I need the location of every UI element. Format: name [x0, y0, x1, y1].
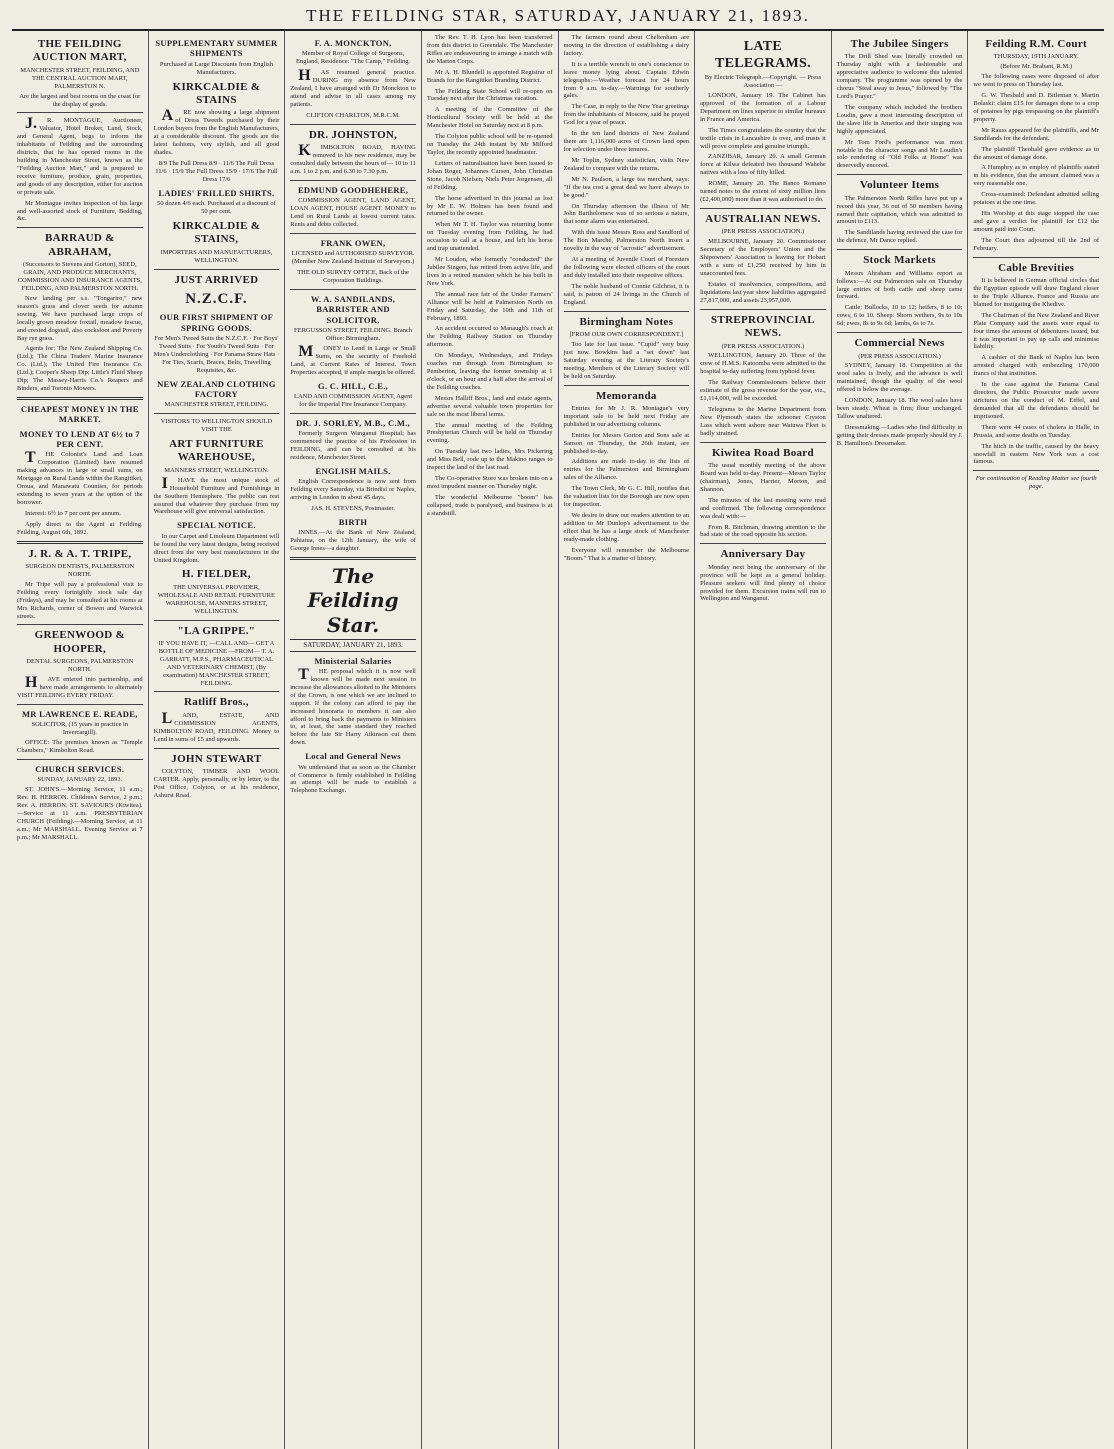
fielder-subheading: THE UNIVERSAL PROVIDER, WHOLESALE AND RETAIL FURNITURE WAREHOUSE, MANNERS STREET, WELLINGTON. — [157, 583, 275, 615]
divider — [17, 227, 143, 228]
divider — [17, 397, 143, 400]
mails-signature: JAS. H. STEVENS, Postmaster. — [311, 504, 395, 512]
continuation-note: For continuation of Reading Matter see fourth page. — [975, 475, 1097, 491]
mails-heading: ENGLISH MAILS. — [315, 465, 391, 476]
news-item: It is a terrible wrench to one's conscience to leave money lying about. Captain Edwin telegraphs:—Weather forecast for 24 hours from 9 a.m. to-day.—Warnings for southerly gales. — [563, 60, 690, 100]
church-text: ST. JOHN'S.—Morning Service, 11 a.m.; Rev. H. HERRON. Children's Service, 2 p.m.; Rev. A. HERRON. ST. SAVIOUR'S (Kiwitea).—Service at 11 a.m. PRESBYTERIAN CHURCH (Feilding).—Morning Service, at 11 a.m.; Mr MARSHALL. Evening Service at 7 p.m.; Mr MARSHALL. — [17, 786, 143, 841]
reade-text: OFFICE: The premises known as "Temple Chambers," Kimbolton Road. — [17, 739, 143, 755]
news-item: The farmers round about Cheltenham are moving in the direction of establishing a dairy factory. — [563, 34, 690, 57]
provincial-news-item: The Railway Commissioners believe their estimate of the gross revenue for the year, viz., £1,114,000, will be exceeded. — [700, 379, 826, 403]
divider — [700, 208, 826, 209]
kiwitea-heading: Kiwitea Road Board — [711, 446, 814, 459]
provincial-news-heading: STREPROVINCIAL NEWS. — [711, 313, 815, 340]
commercial-news-subheading: (PER PRESS ASSOCIATION.) — [858, 352, 941, 360]
news-item: When Mr T. H. Taylor was returning home on Tuesday evening from Feilding, he had occasion to call at a house, and left his horse and trap unattended. — [426, 221, 553, 253]
fielder-heading: H. FIELDER, — [181, 568, 251, 581]
visitors-text: VISITORS TO WELLINGTON SHOULD VISIT THE — [160, 418, 273, 434]
factory-name: NEW ZEALAND CLOTHING FACTORY — [157, 378, 276, 399]
divider — [154, 269, 280, 270]
hill-heading: G. C. HILL, C.E., — [318, 380, 389, 391]
jubilee-item: The Drill Shed was literally crowded on Thursday night with a fashionable and appreciative audience to welcome this talented company. The programme was opened by the chorus "Steal away to Jesus," followed by "The Lord's Prayer." — [836, 53, 963, 101]
court-date: THURSDAY, 19TH JANUARY. — [993, 53, 1079, 61]
commercial-item: LONDON, January 18. The wool sales have been steady. Wheat is firm; flour unchanged. Tallow unaltered. — [836, 397, 963, 420]
divider — [154, 620, 280, 621]
shipments-heading: SUPPLEMENTARY SUMMER SHIPMENTS — [155, 38, 278, 59]
telegram-item: ZANZIBAR, January 20. A small German force at Kilwa defeated two thousand Wahehe natives with a loss of fifty killed. — [700, 153, 826, 177]
factory-text: For Men's Tweed Suits the N.Z.C.F. · For Boys' Tweed Suits · For Youth's Tweed Suits · For Men's Underclothing · For Panama Straw Hats · For Ties, Scarfs, Braces, Belts, Travelling Requisites, &c. — [153, 334, 280, 374]
cable-item: It is believed in German official circles that the Egyptian episode will draw England closer to the Triple Alliance. France and Russia are blamed for instigating the Khedive. — [973, 277, 1099, 308]
divider — [564, 311, 690, 312]
stewart-text: COLYTON, TIMBER AND WOOL CARTER. Apply, personally, or by letter, to the Post Office, Colyton, or at his residence, Ashurst Road. — [153, 767, 280, 799]
divider — [973, 470, 1099, 471]
auction-mart-text: Are the largest and best rooms on the coast for the display of goods. — [19, 92, 141, 108]
stock-markets-heading: Stock Markets — [863, 254, 936, 267]
ratliff-text: LAND, ESTATE, AND COMMISSION AGENTS, KIMBOLTON ROAD, FEILDING. Money to Lend in sums of £5 and upwards. — [153, 709, 280, 743]
frank-owen-text: LICENSED and AUTHORISED SURVEYOR. (Member New Zealand Institute of Surveyors.) — [291, 250, 415, 266]
goodhew-heading: EDMUND GOODHEHERE, — [297, 184, 409, 195]
news-item: The noble husband of Connie Gilchrist, it is said, is patron of 24 livings in the Church of England. — [563, 282, 690, 306]
money-rate: Interest: 6½ to 7 per cent per annum. — [25, 509, 121, 517]
art-furniture-heading: ART FURNITURE WAREHOUSE, — [169, 438, 264, 464]
cable-item: The Chairman of the New Zealand and River Plate Company said the assets were equal to four times the amount of debentures issued, but it was important to pay up calls and minimise liability. — [973, 311, 1099, 351]
commercial-item: SYDNEY, January 18. Competition at the wool sales is lively, and the advance is well maintained, though the quality of the wool offered is below the average. — [836, 362, 963, 394]
divider — [17, 704, 143, 705]
court-item: The plaintiff Theobald gave evidence as to the amount of damage done. — [973, 145, 1099, 161]
kiwitea-item: From R. Bitchman, drawing attention to the bad state of the road opposite his section. — [700, 523, 826, 539]
divider — [154, 413, 280, 414]
court-item: His Worship at this stage stopped the case and gave a verdict for plaintiff for £12 the amount paid into Court. — [973, 210, 1099, 233]
kiwitea-item: The minutes of the last meeting were read and confirmed. The following correspondence was dealt with:— — [700, 496, 826, 520]
auction-mart-subheading: MANCHESTER STREET, FEILDING, AND THE CENTRAL AUCTION MART, PALMERSTON N. — [20, 66, 140, 90]
court-item: Mr Rauss appeared for the plaintiffs, and Mr Sandilands for the defendant. — [973, 126, 1099, 142]
church-heading: CHURCH SERVICES. — [35, 763, 125, 774]
provincial-news-item: WELLINGTON, January 20. Three of the crew of H.M.S. Katoomba were admitted to the hospital to-day suffering from typhoid fever. — [700, 352, 826, 376]
late-telegrams-heading: LATE TELEGRAMS. — [714, 39, 811, 72]
divider — [154, 691, 280, 692]
news-item: The annual race fair of the Under Farmers' Alliance will be held at Palmerston North on Friday and Saturday, the 10th and 11th of February, 1893. — [426, 290, 553, 322]
court-item: A Humphry as to employ of plaintiffs stated in his evidence, that the amount claimed was a very reasonable one. — [973, 164, 1099, 188]
columns — [12, 31, 1104, 1449]
ratliff-heading: Ratliff Bros., — [184, 696, 249, 709]
australian-news-heading: AUSTRALIAN NEWS. — [705, 212, 821, 225]
divider — [290, 557, 416, 560]
divider — [290, 233, 416, 234]
volunteer-heading: Volunteer Items — [859, 179, 940, 192]
jubilee-item: Mr Tom Ford's performance was most notable in the character songs and Mr Loudin's solo rendering of "Old Folks at Home" was deservedly encored. — [836, 138, 963, 170]
news-item: Mr A. H. Blundell is appointed Registrar of Brands for the Rangitikei Branding District. — [426, 68, 553, 84]
birmingham-notes-text: Too late for last issue. "Cupid" very busy just now. Bowkins had a "set down" last Saturday evening at the Literary Society's meeting. Members of the Literary Society will be held on Saturday. — [563, 340, 690, 380]
news-item: A meeting of the Committee of the Horticultural Society will be held at the Manchester Hotel on Saturday next at 8 p.m. — [426, 106, 553, 130]
divider — [837, 174, 963, 175]
just-arrived-heading: JUST ARRIVED — [174, 273, 259, 286]
shipments-subheading: Purchased at Large Discounts from English Manufacturers. — [159, 60, 273, 76]
divider — [973, 257, 1099, 258]
birmingham-notes-subheading: [FROM OUR OWN CORRESPONDENT.] — [569, 330, 684, 338]
greenwood-heading: GREENWOOD & HOOPER, — [34, 629, 125, 655]
memoranda-item: The Town Clerk, Mr G. C. Hill, notifies that the valuation lists for the Borough are now open for inspection. — [563, 485, 690, 509]
column-4 — [422, 31, 559, 1449]
tripe-text: Mr Tripe will pay a professional visit to Feilding every fortnightly stock sale day (Fridays), and may be consulted at his rooms at Mrs Richards, corner of Bowen and Warwick streets. — [17, 580, 143, 620]
column-3 — [285, 31, 422, 1449]
local-news-text: We understand that as soon as the Chamber of Commerce is firmly established in Feilding an attempt will be made to establish a Telephone Exchange. — [290, 763, 416, 795]
divider — [17, 624, 143, 625]
provincial-news-item: Telegrams to the Marine Department from New Plymouth states the schooner Cryston Lass which went ashore near Waiuwa Fleet is badly strained. — [700, 405, 826, 437]
divider — [837, 332, 963, 333]
divider — [700, 543, 826, 544]
sorley-heading: DR. J. SORLEY, M.B., C.M., — [296, 417, 411, 428]
greenwood-text: HAVE entered into partnership, and have made arrangements to alternately VISIT FEILDING EVERY FRIDAY. — [17, 674, 143, 699]
news-item: Messrs Halliff Bros., land and estate agents, advertise several valuable town properties for sale on the most liberal terms. — [426, 394, 553, 418]
reade-subheading: SOLICITOR, (15 years in practice in Invercargill). — [31, 721, 129, 737]
court-item: Cross-examined: Defendant admitted selling potatoes at the one time. — [973, 191, 1099, 207]
divider — [290, 413, 416, 414]
star-date: SATURDAY, JANUARY 21, 1893. — [290, 639, 416, 652]
column-5 — [559, 31, 696, 1449]
cable-item: A cashier of the Bank of Naples has been arrested charged with embezzling 170,000 francs of that institution. — [973, 354, 1099, 378]
column-8 — [968, 31, 1104, 1449]
anniversary-text: Monday next being the anniversary of the province will be kept as a general holiday. Pleasure seekers will find plenty of choice provided for them. Excursion trains will run to Wellington and Wanganui. — [700, 563, 826, 603]
divider — [564, 385, 690, 386]
column-7 — [832, 31, 969, 1449]
anniversary-heading: Anniversary Day — [720, 548, 806, 561]
stewart-heading: JOHN STEWART — [171, 752, 262, 765]
masthead-title: THE FEILDING STAR, SATURDAY, JANUARY 21, 1893. — [306, 6, 810, 25]
birth-text: INNES.—At the Bank of New Zealand, Pahiatua, on the 12th January, the wife of George Innes—a daughter. — [290, 529, 416, 553]
monckton-heading: F. A. MONCKTON, — [314, 38, 392, 48]
telegram-item: ROME, January 20. The Banco Romano turned notes to the extent of sixty million lires (£2,400,000) more than it was authorised to do. — [700, 180, 826, 204]
kiwitea-item: The usual monthly meeting of the above Board was held to-day. Present—Messrs Taylor (chairman), Jones, Harrier, Morton, and Shannon. — [700, 462, 826, 493]
barraud-subheading: (Successors to Stevens and Gorton), SEED, GRAIN, AND PRODUCE MERCHANTS, COMMISSION AND INSURANCE AGENTS, FEILDING, AND PALMERSTON NORTH. — [17, 261, 142, 292]
monckton-text: Member of Royal College of Surgeons, England, Residence: "The Camp," Feilding. — [295, 50, 411, 66]
tripe-subheading: SURGEON DENTISTS, PALMERSTON NORTH. — [25, 563, 135, 578]
divider — [290, 289, 416, 290]
memoranda-item: Additions are made to-day to the lists of entries for the Palmerston and Birmingham sales of the Alliance. — [563, 458, 690, 482]
news-item: At a meeting of Juvenile Court of Foresters the following were elected officers of the court and duly installed into their respective offices. — [563, 256, 690, 279]
local-news-heading: Local and General News — [305, 751, 401, 762]
news-item: Mr Loudon, who formerly "conducted" the Jubilee Singers, has retired from active life, and lives in a retired mansion which he has built in New York. — [426, 256, 553, 287]
stock-item: Cattle: Bullocks, 10 to 12; heifers, 8 to 10; cows, 6 to 10. Sheep: Shorn wethers, 9s to 10s 6d; ewes, 8s to 9s 6d; lambs, 6s to 7s. — [836, 304, 963, 328]
court-heading: Feilding R.M. Court — [985, 38, 1087, 50]
court-item: G. W. Thesbald and D. Bitleman v. Martin Bolaski: claim £15 for damages done to a crop of potatoes by pigs trespassing on the plaintiff's property. — [973, 92, 1099, 123]
news-item: The annual meeting of the Feilding Presbyterian Church will be held on Thursday evening. — [426, 421, 553, 445]
jubilee-heading: The Jubilee Singers — [850, 38, 949, 50]
money-apply: Apply direct to the Agent at Feilding. Feilding, August 6th, 1892. — [17, 520, 143, 536]
column-2 — [149, 31, 286, 1449]
news-item: On Mondays, Wednesdays, and Fridays coaches run through from Birmingham to Pemberton, leaving the former township at 1 o'clock, or an hour and a half after the arrival of the Feilding coaches. — [426, 352, 553, 391]
volunteer-item: The Sandilands having reviewed the case for the defence, Mr Dance replied. — [836, 229, 963, 245]
reade-heading: MR LAWRENCE E. READE, — [21, 708, 138, 719]
volunteer-item: The Palmerston North Rifles have put up a record this year, 36 out of 50 members having earned their capitation, which was admitted to amount to £113. — [836, 194, 963, 226]
divider — [290, 124, 416, 125]
commercial-item: Dressmaking.—Ladies who find difficulty in getting their dresses made properly should try J. B. Hamilton's Dressmaker. — [836, 423, 963, 447]
dress-prices: 8/9 The Full Dress 8/9 · 11/6 The Full Dress 11/6 · 15/9 The Full Dress 15/9 · 17/6 The Full Dress 17/6 — [155, 159, 278, 183]
special-notice-text: In our Carpet and Linoleum Department will be found the very latest designs, being received direct from the very best manufacturers in the United Kingdom. — [153, 532, 280, 564]
montague-advert-2: Mr Montague invites inspection of his large and well-assorted stock of Furniture, Bedding, &c. — [17, 199, 143, 223]
special-notice-heading: SPECIAL NOTICE. — [177, 520, 256, 531]
memoranda-heading: Memoranda — [595, 389, 657, 402]
stock-item: Messrs Abraham and Williams report as follows:—At our Palmerston sale on Thursday large entries of both cattle and sheep came forward. — [836, 269, 963, 301]
news-item: On Tuesday last two ladies, Mrs Pickering and Miss Bell, rode up to the Makino ranges to inspect the land of the last road. — [426, 448, 553, 472]
divider — [17, 541, 143, 544]
memoranda-item: We desire to draw our readers attention to an addition to Mr Dunlop's advertisement to the effect that he has a large stock of Manchester ready-made clothing. — [563, 511, 690, 543]
manchester-street: MANCHESTER STREET, FEILDING. — [164, 401, 269, 409]
divider — [700, 442, 826, 443]
sandilands-heading: W. A. SANDILANDS, BARRISTER AND SOLICITOR, — [310, 293, 396, 325]
hill-text: LAND AND COMMISSION AGENT, Agent for the Imperial Fire Insurance Company. — [293, 392, 413, 408]
money-to-lend-heading: MONEY TO LEND AT 6½ to 7 PER CENT. — [19, 428, 140, 450]
kirkcaldie-2-subheading: IMPORTERS AND MANUFACTURERS, WELLINGTON. — [160, 248, 273, 264]
news-item: The Rev. T. H. Lyon has been transferred from this district to Greendale. The Manchester Rifles are endeavouring to arrange a match with the Marton Corps. — [426, 34, 553, 65]
johnston-text: KIMBOLTON ROAD, HAVING removed to his new residence, may be consulted daily between the hours of— 10 to 11 a.m. 1 to 2 p.m. and 6.30 to 7.30 p.m. — [290, 142, 416, 175]
agents-text: Agents for: The New Zealand Shipping Co. (Ltd.); The China Traders' Marine Insurance Co. (Ltd.); The United Fire Insurance Co. (Ltd.); Cooper's Sheep Dip; Little's Fluid Sheep Dip; The Massey-Harris Co.'s Reapers and Binders, and Toronto Mowers. — [17, 345, 143, 393]
court-subheading: (Before Mr. Brabant, R.M.) — [1000, 63, 1073, 71]
late-telegrams-subheading: By Electric Telegraph.—Copyright. — Press Association — — [704, 74, 822, 90]
art-furniture-subheading: MANNERS STREET, WELLINGTON. — [164, 466, 269, 474]
jubilee-item: The company which included the brothers Loudin, gave a most interesting description of the slave life in America and their singing was highly appreciated. — [836, 103, 963, 135]
church-subheading: SUNDAY, JANUARY 22, 1893. — [37, 776, 123, 784]
news-item: The wonderful Melbourne "boom" has collapsed, trade is paralysed, and business is at a standstill. — [426, 493, 553, 517]
australian-news-subheading: (PER PRESS ASSOCIATION.) — [721, 228, 805, 236]
news-item: With this issue Messrs Ross and Sandford of The Bon Marché, Palmerston North insert a novelty in the way of "acrostic" advertisement. — [563, 229, 690, 253]
barraud-heading: BARRAUD & ABRAHAM, — [45, 232, 115, 258]
la-grippe-heading: "LA GRIPPE." — [177, 624, 256, 637]
sandilands-subheading: FERGUSSON STREET, FEILDING. Branch Office: Birmingham. — [293, 327, 413, 342]
montague-advert: J.R. MONTAGUE, Auctioneer, Valuator, Hotel Broker, Land, Stock, and General Agent, begs to inform the inhabitants of Feilding and the surrounding districts, that he has opened rooms in the building in Manchester Street, known as the "Feilding Auction Mart," and is prepared to receive furniture, produce, grain, properties, and goods of any description, either for auction or private sale. — [17, 115, 143, 196]
salaries-text: THE proposal which it is now well known will be made next session to increase the allowances allotted to the Ministers of the Crown, is one which we are inclined to support. If the colony can afford to pay the increased honoraria to members it can also afford to bring back the payments to Ministers to, at least, the same standard they reached before the late Sir Harry Atkinson cut them down. — [290, 666, 416, 747]
money-text: THE Colonist's Land and Loan Corporation (Limited) have resumed making advances in large or small sums, on Mortgage on Rural Lands within the Rangitikei, Oroua, and Manawatu Counties, for periods extending to seven years at the option of the borrower. — [17, 449, 143, 506]
kirkcaldie-text: ARE now showing a large shipment of Dress Tweeds purchased by their London buyers from the English Manufacturers, at a considerable discount. The goods are the latest fashions, very stylish, and all good shades. — [153, 107, 280, 156]
star-title: The Feilding Star. — [307, 563, 399, 637]
divider — [17, 759, 143, 760]
provincial-news-subheading: (PER PRESS ASSOCIATION.) — [721, 342, 805, 350]
court-item: The Court then adjourned till the 2nd of February. — [973, 236, 1099, 252]
spring-goods-heading: OUR FIRST SHIPMENT OF SPRING GOODS. — [159, 312, 274, 333]
cable-item: The hitch in the traffic, caused by the heavy snowfall in eastern New York was a cost famous. — [973, 442, 1099, 466]
news-item: An accident occurred to Manaugh's coach at the Feilding Railway Station on Thursday afternoon. — [426, 325, 553, 349]
absence-text: HAS resumed general practice. DURING my absence from New Zealand, I have arranged with Dr Monckton to attend and advise in all cases among my patients. — [290, 67, 416, 108]
nzcf-banner: N.Z.C.F. — [185, 290, 248, 307]
salaries-heading: Ministerial Salaries — [314, 655, 392, 666]
greenwood-subheading: DENTAL SURGEONS, PALMERSTON NORTH. — [26, 658, 134, 674]
news-item: In the ten land districts of New Zealand there are 1,116,000 acres of Crown land open for selection under three tenures. — [563, 130, 690, 153]
frank-owen-heading: FRANK OWEN, — [320, 237, 386, 248]
masthead — [12, 4, 1104, 31]
kirkcaldie-2-heading: KIRKCALDIE & STAINS, — [172, 219, 261, 246]
australian-news-item: Estates of insolvencies, compositions, and liquidations last year show liabilities aggregated 27,817,000, and assets 23,957,000. — [700, 280, 826, 304]
art-furniture-text: IHAVE the most unique stock of Household Furniture and Furnishings in the Southern Hemisphere. The public can rest assured that whatever they purchase from my Warehouse will give universal satisfaction. — [153, 474, 280, 516]
memoranda-item: Everyone will remember the Melbourne "Boom." That is a matter of history. — [563, 546, 690, 562]
survey-office: THE OLD SURVEY OFFICE, Back of the Corporation Buildings. — [297, 269, 409, 284]
column-6 — [695, 31, 832, 1449]
sorley-text: Formerly Surgeon Wanganui Hospital; has commenced the practice of his Profession in FEILDING, and can be consulted at his residence, Manchester Street. — [290, 430, 416, 461]
shirts-heading: LADIES' FRILLED SHIRTS. — [158, 187, 275, 198]
charlton-signature: CLIFTON CHARLTON, M.R.C.M. — [306, 111, 400, 119]
money-lend-text: MONEY to Lend in Large or Small Sums, on the security of Freehold Land, at Current Rates of Interest. Town Properties accepted, if ample margin be offered. — [290, 342, 416, 376]
cable-item: There were 44 cases of cholera in Halle, in Prussia, and some deaths on Tuesday. — [973, 423, 1099, 439]
divider — [154, 748, 280, 749]
divider — [837, 249, 963, 250]
news-item: The Case, in reply to the New Year greetings from the inhabitants of Moscow, said he prayed God for a year of peace. — [563, 103, 690, 127]
johnston-heading: DR. JOHNSTON, — [308, 128, 398, 141]
column-1 — [12, 31, 149, 1449]
mails-text: English Correspondence is now sent from Feilding every Saturday, via Brindisi or Naples, arriving in London in about 45 days. — [290, 478, 416, 501]
news-item: Mr N. Paulson, a large tea merchant, says: "If the tea cost a great deal we have always to be good." — [563, 175, 690, 199]
commercial-news-heading: Commercial News — [854, 337, 945, 350]
memoranda-item: Entries for Mr J. R. Montague's very important sale to be held next Friday are published in our advertising columns. — [563, 404, 690, 428]
cable-item: In the case against the Panama Canal directors, the Public Prosecutor made severe strictures on the conduct of M. Eiffel, and demanded that all the defendants should be imprisoned. — [973, 381, 1099, 420]
divider — [290, 180, 416, 181]
telegram-item: LONDON, January 19. The Cabinet has approved of the formation of a Labour Department on lines superior to similar bureaux in France and America. — [700, 92, 826, 123]
divider — [17, 112, 143, 113]
news-item: The horse advertised in this journal as lost by Mr E. W. Holmes has been found and returned to the owner. — [426, 194, 553, 218]
news-item: Letters of naturalisation have been issued to Johan Roger, Johannes Carsen, John Christian Stone, Jacob Nielsen, Niels Peter Jorgensen, all of Feilding. — [426, 159, 553, 191]
news-item: The Feilding State School will re-open on Tuesday next after the Christmas vacation. — [426, 87, 553, 103]
kirkcaldie-heading: KIRKCALDIE & STAINS — [172, 80, 261, 106]
news-item: The Co-operative Store was broken into on a most impudent manner on Thursday night. — [426, 475, 553, 491]
australian-news-item: MELBOURNE, January 20. Commissioner Secretary of the Employers' Union and the Shipowners' Association is leaving for Hobart with a sum of £1,250 received by him in unaccounted fees. — [700, 238, 826, 277]
telegram-item: The Times congratulates the country that the textile crisis in Lancashire is over, and trusts it will prove complete and genuine triumph. — [700, 126, 826, 150]
divider — [700, 309, 826, 310]
cable-brevities-heading: Cable Brevities — [998, 261, 1075, 274]
birth-heading: BIRTH — [338, 516, 368, 527]
la-grippe-text: IF YOU HAVE IT, —CALL AND— GET A BOTTLE OF MEDICINE —FROM— T. A. GARRATT, M.P.S., PHARMACEUTICAL AND VETERINARY CHEMIST, (By examination) MANCHESTER STREET, FEILDING. — [158, 639, 275, 687]
news-item: On Thursday afternoon the illness of Mr John Bartholomew was of so serious a nature, that some alarm was entertained. — [563, 202, 690, 226]
goodhew-text: COMMISSION AGENT, LAND AGENT, LOAN AGENT, HOUSE AGENT. MONEY to Lend on Rural Lands at lowest current rates. Rents and debts collected. — [290, 197, 416, 228]
auction-mart-heading: THE FEILDING AUCTION MART, — [32, 38, 127, 64]
barraud-text: New landing per s.s. "Tongariro," new season's grass and clover seeds for autumn sowing. We have purchased large crops of locally grown meadow foxtail, meadow fescue, and crested dogstail, also cocksfoot and Poverty Bay rye grass. — [17, 294, 143, 342]
court-item: The following cases were disposed of after we went to press on Thursday last. — [973, 73, 1099, 89]
cheapest-money-heading: CHEAPEST MONEY IN THE MARKET. — [20, 403, 139, 425]
memoranda-item: Entries for Messrs Gorton and Sons sale at Sanson on Thursday, the 26th instant, are published to-day. — [563, 431, 690, 455]
shirts-text: 50 dozen 4/6 each. Purchased at a discount of 50 per cent. — [157, 200, 276, 215]
news-item: Mr Toplin, Sydney statistician, visits New Zealand to compare with the returns. — [563, 156, 690, 172]
birmingham-notes-heading: Birmingham Notes — [579, 315, 674, 328]
tripe-heading: J. R. & A. T. TRIPE, — [28, 547, 132, 560]
news-item: The Colyton public school will be re-opened on Tuesday the 24th instant by Mr Milford Taylor, the recently appointed headmaster. — [426, 133, 553, 156]
